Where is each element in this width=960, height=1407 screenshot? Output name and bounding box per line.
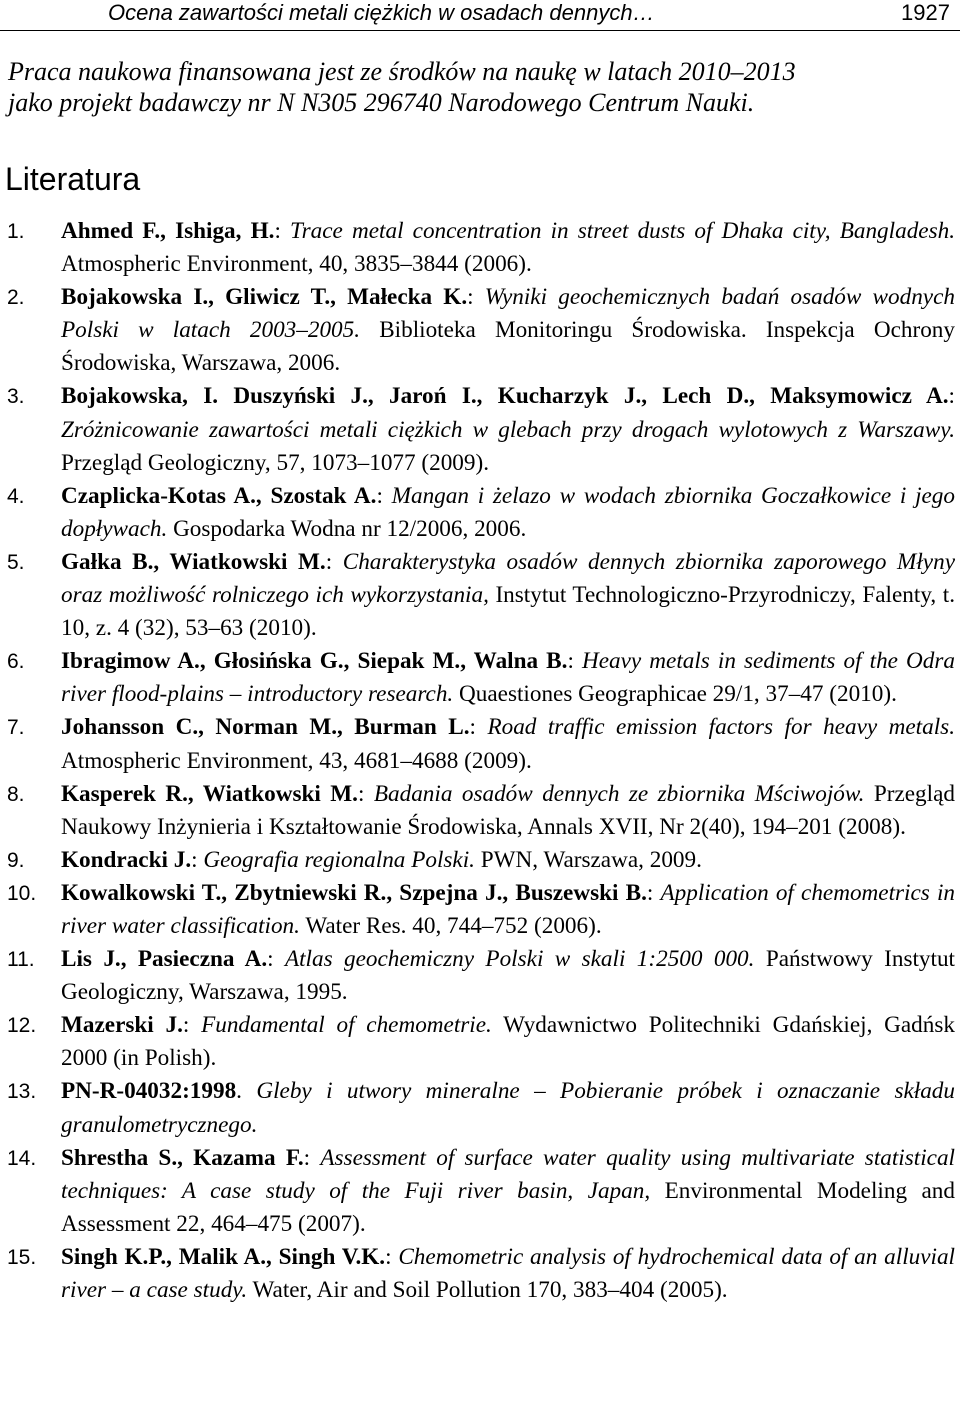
reference-source: Water Res. 40, 744–752 (2006). [299,912,602,939]
reference-item [0,877,955,943]
reference-separator: : [267,946,285,973]
reference-title: Trace metal concentration in street dusts of Dhaka city, Bangladesh. [290,218,955,244]
reference-number: 10. [7,881,37,905]
reference-item [0,281,955,380]
reference-item [0,943,955,1009]
reference-number: 13. [7,1080,37,1104]
reference-authors: Gałka B., Wiatkowski M. [61,548,326,575]
reference-authors: Kasperek R., Wiatkowski M. [61,780,358,807]
reference-number: 5. [7,550,25,574]
reference-item [0,546,955,645]
reference-list [0,215,955,1307]
reference-authors: Czaplicka-Kotas A., Szostak A. [61,482,377,509]
reference-separator: : [567,648,582,675]
reference-number: 1. [7,220,25,243]
reference-authors: Johansson C., Norman M., Burman L. [61,714,470,741]
page-header [0,0,960,31]
reference-source: Instytut Technologiczno-Przyrodniczy, Falenty, t. 10, z. 4 (32), 53–63 (2010). [61,582,955,642]
reference-number: 8. [7,782,25,806]
reference-item [0,380,955,479]
reference-separator: : [274,218,291,244]
reference-title: Assessment of surface water quality using multivariate statistical techniques: A case study of the Fuji river basin, Japan, [61,1144,955,1204]
reference-source: Biblioteka Monitoringu Środowiska. Inspekcja Ochrony Środowiska, Warszawa, 2006. [61,317,955,377]
reference-item [0,645,955,711]
reference-item [0,844,955,877]
reference-separator: : [467,284,485,311]
reference-authors: Kowalkowski T., Zbytniewski R., Szpejna J., Buszewski B. [61,879,647,906]
reference-authors: Singh K.P., Malik A., Singh V.K. [61,1243,386,1270]
reference-number: 15. [7,1245,37,1269]
page-number: 1927 [901,0,950,25]
reference-separator: : [646,879,661,906]
reference-authors: PN-R-04032:1998 [61,1078,237,1105]
reference-title: Chemometric analysis of hydrochemical data of an alluvial river – a case study. [61,1243,955,1303]
reference-title: Road traffic emission factors for heavy metals. [487,714,955,741]
reference-number: 9. [7,848,25,872]
reference-source: Environmental Modeling and Assessment 22, 464–475 (2007). [61,1177,955,1237]
reference-authors: Shrestha S., Kazama F. [61,1144,304,1171]
reference-separator: : [376,482,392,509]
reference-separator: . [236,1078,257,1105]
reference-title: Wyniki geochemicznych badań osadów wodnych Polski w latach 2003–2005. [61,284,955,344]
reference-title: Badania osadów dennych ze zbiornika Mściwojów. [373,780,865,807]
reference-authors: Lis J., Pasieczna A. [61,946,268,973]
reference-title: Charakterystyka osadów dennych zbiornika zaporowego Młyny oraz możliwość rolniczego ich wykorzystania, [61,548,955,609]
reference-title: Zróżnicowanie zawartości metali ciężkich w glebach przy drogach wylotowych z Warszawy. [61,416,955,443]
reference-source: Państwowy Instytut Geologiczny, Warszawa, 1995. [61,946,955,1006]
funding-line: jako projekt badawczy nr N N305 296740 Narodowego Centrum Nauki. [8,88,755,117]
reference-authors: Kondracki J. [61,846,192,873]
reference-authors: Bojakowska I., Gliwicz T., Małecka K. [61,284,468,311]
reference-number: 12. [7,1014,37,1038]
reference-number: 6. [7,650,25,674]
reference-number: 7. [7,716,25,740]
reference-source: Atmospheric Environment, 43, 4681–4688 (2009). [61,747,532,774]
reference-number: 14. [7,1146,37,1170]
reference-item [0,480,955,546]
reference-item [0,1009,955,1075]
reference-number: 2. [7,286,25,310]
reference-title: Geografia regionalna Polski. [203,846,475,873]
reference-source: Przegląd Naukowy Inżynieria i Kształtowanie Środowiska, Annals XVII, Nr 2(40), 194–201 (2008). [61,780,955,840]
reference-source: Wydawnictwo Politechniki Gdańskiej, Gadńsk 2000 (in Polish). [61,1012,955,1072]
reference-separator: : [357,780,374,807]
reference-source: Gospodarka Wodna nr 12/2006, 2006. [167,515,527,542]
reference-separator: : [325,548,343,575]
reference-separator: : [469,714,488,741]
reference-separator: : [303,1144,321,1171]
reference-title: Atlas geochemiczny Polski w skali 1:2500 000. [284,946,755,973]
reference-separator: : [385,1243,399,1270]
reference-separator: : [948,383,955,410]
reference-title: Application of chemometrics in river water classification. [61,879,955,939]
reference-authors: Mazerski J. [61,1012,183,1039]
reference-separator: : [182,1012,202,1039]
reference-number: 3. [7,385,25,409]
reference-source: PWN, Warszawa, 2009. [474,846,702,873]
reference-source: Quaestiones Geographicae 29/1, 37–47 (2010). [453,681,897,708]
funding-note [8,56,953,118]
reference-number: 4. [7,484,25,508]
reference-title: Heavy metals in sediments of the Odra river flood-plains – introductory research. [61,648,956,708]
reference-title: Mangan i żelazo w wodach zbiornika Goczałkowice i jego dopływach. [61,482,955,542]
reference-number: 11. [7,948,35,972]
reference-item [0,1241,955,1307]
reference-item [0,711,955,777]
section-title: Literatura [5,161,141,197]
reference-source: Przegląd Geologiczny, 57, 1073–1077 (2009). [61,449,490,476]
reference-source: Atmospheric Environment, 40, 3835–3844 (2006). [61,251,532,278]
reference-title: Fundamental of chemometrie. [201,1012,492,1039]
reference-item [0,1075,955,1141]
reference-item [0,778,955,844]
running-title: Ocena zawartości metali ciężkich w osadach dennych… [108,0,655,25]
reference-separator: : [191,846,204,873]
funding-line: Praca naukowa finansowana jest ze środków na naukę w latach 2010–2013 [8,57,796,86]
reference-item [0,215,955,281]
reference-authors: Bojakowska, I. Duszyński J., Jaroń I., Kucharzyk J., Lech D., Maksymowicz A. [61,383,949,410]
reference-item [0,1142,955,1241]
reference-source: Water, Air and Soil Pollution 170, 383–404 (2005). [247,1277,728,1303]
reference-title: Gleby i utwory mineralne – Pobieranie próbek i oznaczanie składu granulometrycznego. [61,1078,955,1138]
reference-authors: Ibragimow A., Głosińska G., Siepak M., Walna B. [61,648,568,675]
reference-authors: Ahmed F., Ishiga, H. [61,218,275,244]
